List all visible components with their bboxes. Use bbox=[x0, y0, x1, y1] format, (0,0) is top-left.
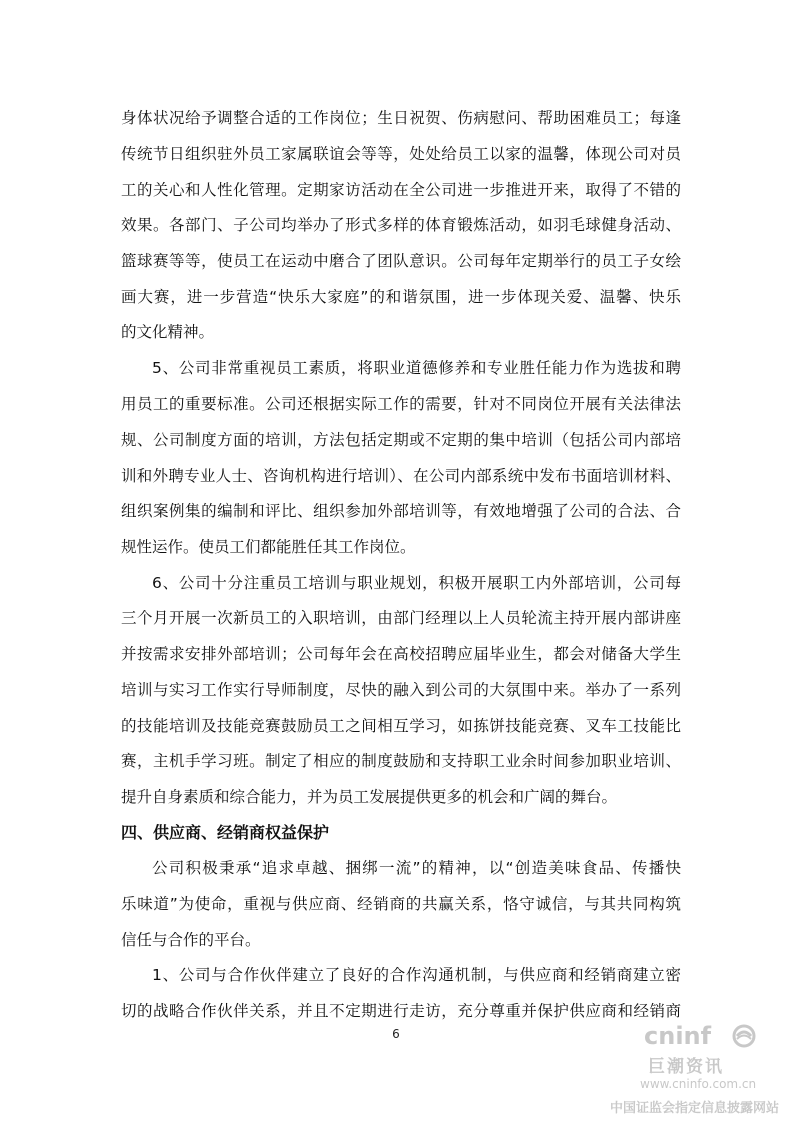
body-line: 训和外聘专业人士、咨询机构进行培训）、在公司内部系统中发布书面培训材料、 bbox=[121, 467, 681, 485]
body-line: 乐味道”为使命，重视与供应商、经销商的共赢关系，恪守诚信，与其共同构筑 bbox=[121, 895, 681, 913]
page-number: 6 bbox=[392, 1027, 400, 1041]
body-line: 的文化精神。 bbox=[121, 323, 215, 341]
body-line: 工的关心和人性化管理。定期家访活动在全公司进一步推进开来，取得了不错的 bbox=[121, 181, 681, 199]
body-line: 规、公司制度方面的培训，方法包括定期或不定期的集中培训（包括公司内部培 bbox=[121, 431, 681, 449]
body-line: 组织案例集的编制和评比、组织参加外部培训等，有效地增强了公司的合法、合 bbox=[121, 502, 681, 520]
watermark-logo-text: cninf bbox=[644, 1022, 712, 1050]
body-line: 效果。各部门、子公司均举办了形式多样的体育锻炼活动，如羽毛球健身活动、 bbox=[121, 216, 681, 234]
body-line: 篮球赛等等，使员工在运动中磨合了团队意识。公司每年定期举行的员工子女绘 bbox=[121, 252, 681, 270]
body-line: 用员工的重要标准。公司还根据实际工作的需要，针对不同岗位开展有关法律法 bbox=[121, 395, 681, 413]
body-line: 1、公司与合作伙伴建立了良好的合作沟通机制，与供应商和经销商建立密 bbox=[152, 966, 681, 984]
body-line: 三个月开展一次新员工的入职培训，由部门经理以上人员轮流主持开展内部讲座 bbox=[121, 609, 681, 627]
body-line: 6、公司十分注重员工培训与职业规划，积极开展职工内外部培训，公司每 bbox=[152, 574, 681, 592]
body-line: 提升自身素质和综合能力，并为员工发展提供更多的机会和广阔的舞台。 bbox=[121, 788, 618, 806]
body-line: 身体状况给予调整合适的工作岗位；生日祝贺、伤病慰问、帮助困难员工；每逢 bbox=[121, 109, 681, 127]
body-line: 画大赛，进一步营造“快乐大家庭”的和谐氛围，进一步体现关爱、温馨、快乐 bbox=[121, 288, 681, 306]
body-line: 传统节日组织驻外员工家属联谊会等等，处处给员工以家的温馨，体现公司对员 bbox=[121, 145, 681, 163]
body-line: 赛，主机手学习班。制定了相应的制度鼓励和支持职工业余时间参加职业培训、 bbox=[121, 752, 681, 770]
body-line: 信任与合作的平台。 bbox=[121, 931, 261, 949]
section-heading: 四、供应商、经销商权益保护 bbox=[121, 823, 330, 842]
body-line: 切的战略合作伙伴关系，并且不定期进行走访，充分尊重并保护供应商和经销商 bbox=[121, 1002, 681, 1020]
watermark-name: 巨潮资讯 bbox=[648, 1057, 724, 1077]
body-line: 的技能培训及技能竞赛鼓励员工之间相互学习，如拣饼技能竞赛、叉车工技能比 bbox=[121, 717, 681, 735]
body-line: 公司积极秉承“追求卓越、捆绑一流”的精神，以“创造美味食品、传播快 bbox=[152, 859, 681, 877]
body-line: 5、公司非常重视员工素质，将职业道德修养和专业胜任能力作为选拔和聘 bbox=[152, 359, 681, 377]
watermark-url: www.cninfo.com.cn bbox=[640, 1077, 757, 1091]
swirl-logo-icon bbox=[732, 1024, 756, 1048]
body-line: 培训与实习工作实行导师制度，尽快的融入到公司的大氛围中来。举办了一系列 bbox=[121, 681, 681, 699]
body-line: 规性运作。使员工们都能胜任其工作岗位。 bbox=[121, 538, 416, 556]
body-line: 并按需求安排外部培训；公司每年会在高校招聘应届毕业生，都会对储备大学生 bbox=[121, 645, 681, 663]
watermark-subtitle: 中国证监会指定信息披露网站 bbox=[610, 1101, 780, 1116]
cninfo-watermark bbox=[600, 1020, 790, 1120]
